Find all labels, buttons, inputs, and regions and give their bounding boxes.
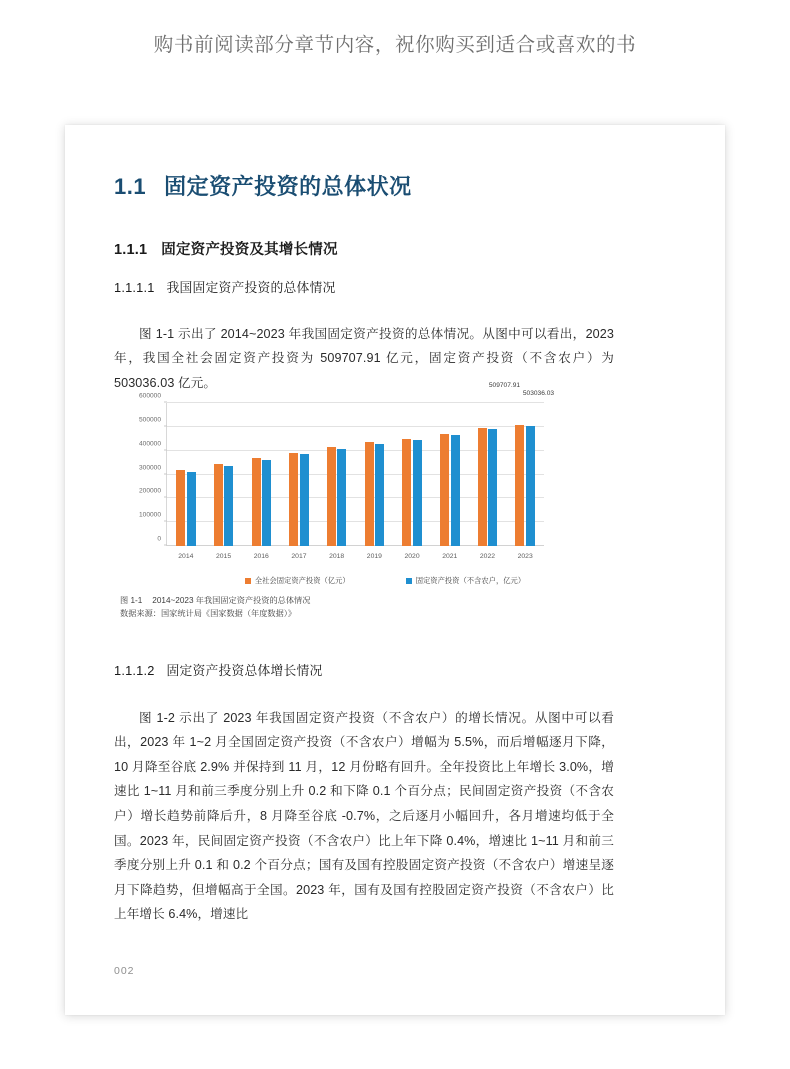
bar-chart [120, 382, 555, 570]
promo-banner-text: 购书前阅读部分章节内容，祝你购买到适合或喜欢的书 [153, 34, 637, 56]
subsubsection-number-2: 1.1.1.2 [114, 663, 155, 678]
section-number: 1.1 [114, 174, 147, 199]
bar-group [242, 403, 280, 560]
bar-group [205, 403, 243, 560]
chart-bars-layer [167, 382, 555, 560]
x-axis-tick-label: 2016 [253, 553, 269, 560]
subsection-title: 固定资产投资及其增长情况 [161, 242, 338, 258]
bar-2018-series0 [327, 447, 336, 546]
section-heading-1-1-1-1 [114, 277, 336, 296]
legend-label: 全社会固定资产投资（亿元） [254, 576, 350, 585]
subsubsection-title: 我国固定资产投资的总体情况 [166, 280, 336, 295]
bar-2019-series1 [375, 444, 384, 546]
promo-banner [0, 0, 790, 86]
x-axis-tick-label: 2019 [366, 553, 382, 560]
x-axis-tick-label: 2023 [517, 553, 533, 560]
subsubsection-number: 1.1.1.1 [114, 280, 155, 295]
bar-2018-series1 [337, 449, 346, 546]
bar-2015-series1 [224, 466, 233, 546]
bar-2014-series0 [176, 470, 185, 546]
y-axis-tick-label: 300000 [138, 464, 161, 471]
chart-plot-area [138, 382, 555, 560]
y-axis-tick-label: 200000 [138, 487, 161, 495]
bar-2016-series1 [262, 460, 271, 546]
figure-number: 图 1-1 [120, 596, 143, 605]
bar-2014-series1 [187, 472, 196, 546]
y-axis-tick-label: 600000 [138, 392, 161, 400]
section-heading-1-1-1-2 [114, 660, 323, 679]
y-axis-tick-label: 400000 [138, 440, 161, 448]
paragraph-overview: 图 1-1 示出了 2014~2023 年我国固定资产投资的总体情况。从图中可以看出，2023 年，我国全社会固定资产投资为 509707.91 亿元，固定资产投资（不含农户）为 503036.03 亿元。 [114, 326, 614, 390]
chart-legend [120, 576, 620, 586]
section-title: 固定资产投资的总体状况 [164, 174, 412, 199]
bar-2017-series1 [300, 454, 309, 546]
legend-item-series0 [245, 576, 350, 586]
bar-2019-series0 [365, 442, 374, 546]
bar-2020-series0 [402, 439, 411, 546]
paragraph-growth: 图 1-2 示出了 2023 年我国固定资产投资（不含农户）的增长情况。从图中可以看出，2023 年 1~2 月全国固定资产投资（不含农户）增幅为 5.5%，而后增幅逐月下降，10 月降至谷底 2.9% 并保持到 11 月，12 月份略有回升。全年投资比上年增长 3.0%，增速比 1~11 月和前三季度分别上升 0.2 和下降 0.1 个百分点；民间固定资产投资（不含农户）增长趋势前降后升，8 月降至谷底 -0.7%，之后逐月小幅回升，各月增速均低于全国。2023 年，民间固定资产投资（不含农户）比上年下降 0.4%，增速比 1~11 月和前三季度分别上升 0.1 和 0.2 个百分点；国有及国有控股固定资产投资（不含农户）增速呈逐月下降趋势，但增幅高于全国。2023 年，国有及国有控股固定资产投资（不含农户）比上年增长 6.4%，增速比 [114, 710, 614, 922]
figure-caption [120, 595, 620, 620]
legend-swatch-icon [406, 578, 412, 584]
bar-group [167, 403, 205, 560]
page-number: 002 [114, 965, 135, 977]
data-label-2023-series1: 503036.03 [522, 390, 555, 397]
bar-2021-series1 [451, 435, 460, 546]
bar-group [356, 403, 394, 560]
x-axis-tick-label: 2018 [329, 553, 345, 560]
legend-item-series1 [406, 576, 525, 586]
section-heading-1-1 [114, 170, 412, 201]
figure-caption-text: 2014~2023 年我国固定资产投资的总体情况 [152, 596, 311, 605]
bar-group [488, 382, 555, 560]
page-content-area [114, 125, 654, 1015]
y-axis-tick-label: 0 [157, 535, 161, 543]
x-axis-tick-label: 2020 [404, 553, 420, 560]
bar-group [469, 403, 507, 560]
subsubsection-title-2: 固定资产投资总体增长情况 [166, 663, 323, 678]
x-axis-tick-label: 2021 [442, 553, 458, 560]
bar-group [280, 403, 318, 560]
book-page-card [65, 125, 725, 1015]
legend-label: 固定资产投资（不含农户，亿元） [415, 576, 526, 585]
subsection-number: 1.1.1 [114, 242, 148, 258]
bar-2023-series0 [515, 425, 524, 546]
figure-source: 数据来源：国家统计局《国家数据（年度数据）》 [120, 608, 297, 618]
bar-group [393, 403, 431, 560]
x-axis-tick-label: 2014 [178, 553, 194, 560]
x-axis-tick-label: 2017 [291, 553, 307, 560]
bar-2022-series0 [478, 428, 487, 546]
section-heading-1-1-1 [114, 238, 338, 259]
bar-2020-series1 [413, 440, 422, 546]
legend-swatch-icon [245, 578, 251, 584]
bar-group [431, 403, 469, 560]
bar-2021-series0 [440, 434, 449, 546]
data-label-2023-series0: 509707.91 [488, 382, 521, 389]
bar-group [318, 403, 356, 560]
bar-2016-series0 [252, 458, 261, 546]
y-axis-tick-label: 100000 [138, 511, 161, 519]
bar-2022-series1 [488, 429, 497, 546]
bar-2017-series0 [289, 453, 298, 546]
y-axis-tick-label: 500000 [138, 416, 161, 424]
x-axis-tick-label: 2022 [479, 553, 496, 560]
x-axis-tick-label: 2015 [215, 553, 232, 560]
figure-caption-line [120, 595, 620, 608]
bar-2023-series1 [526, 426, 535, 546]
bar-2015-series0 [214, 464, 223, 546]
figure-1-1 [120, 382, 620, 620]
